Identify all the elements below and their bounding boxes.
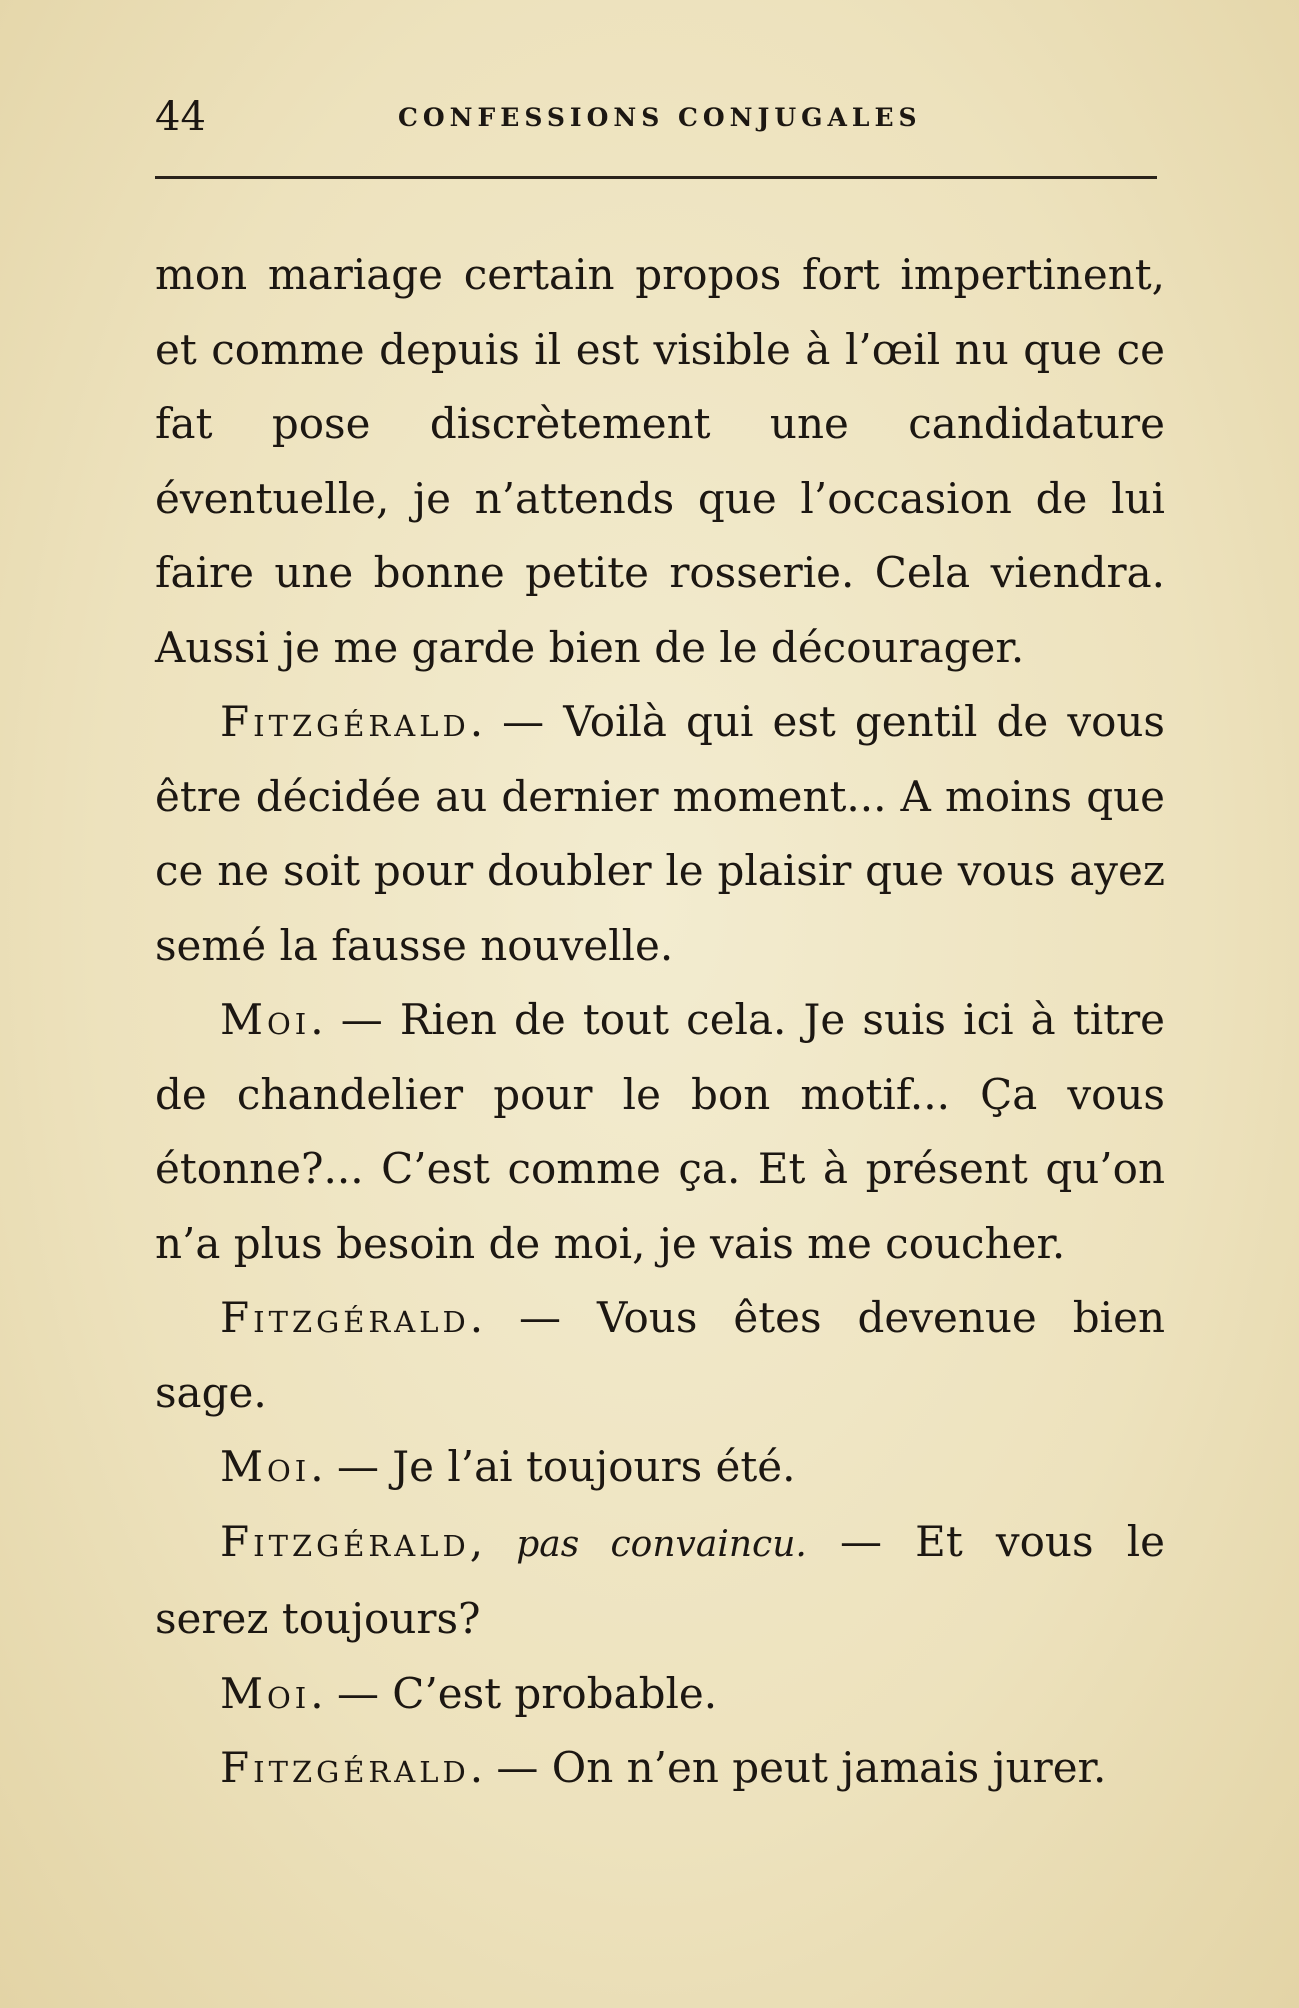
stage-direction: pas convaincu. — [516, 1523, 807, 1565]
dialogue-line — [155, 983, 1165, 1281]
speaker-name: Fitzgérald — [220, 697, 470, 746]
dialogue-text: . — Rien de tout cela. Je suis ici à titre de chandelier pour le bon motif... Ça vous étonne?... C’est comme ça. Et à présent qu’on n’a plus besoin de moi, je vais me coucher. — [155, 995, 1165, 1268]
running-title: CONFESSIONS CONJUGALES — [398, 103, 922, 132]
dialogue-text: — Et vous le serez toujours? — [155, 1516, 1165, 1643]
paragraph-text: mon mariage certain propos fort impertinent, et comme depuis il est visible à l’œil nu que ce fat pose discrètement une candidature éventuelle, je n’attends que l’occasion de lui faire une bonne petite rosserie. Cela viendra. Aussi je me garde bien de le décourager. — [155, 250, 1165, 672]
dialogue-text: . — C’est probable. — [310, 1668, 718, 1718]
speaker-name: Moi — [220, 1668, 311, 1718]
page-body — [155, 238, 1165, 1806]
dialogue-text: . — Je l’ai toujours été. — [310, 1442, 796, 1491]
speaker-name: Moi — [220, 1442, 311, 1491]
page-number: 44 — [155, 94, 206, 140]
speaker-name: Fitzgérald — [220, 1743, 470, 1792]
dialogue-line — [155, 1657, 1165, 1732]
dialogue-line: Fitzgérald, pas convaincu. — Et vous le serez toujours? — [155, 1516, 1165, 1643]
speaker-name: Fitzgérald — [220, 1516, 470, 1566]
dialogue-text: . — Vous êtes devenue bien sage. — [155, 1293, 1165, 1417]
dialogue-text: . — Voilà qui est gentil de vous être décidée au dernier moment... A moins que ce ne soit pour doubler le plaisir que vous ayez semé la fausse nouvelle. — [155, 697, 1165, 970]
dialogue-text: . — On n’en peut jamais jurer. — [469, 1743, 1107, 1792]
page-header — [155, 92, 1155, 142]
header-rule — [155, 176, 1157, 179]
dialogue-line — [155, 1731, 1165, 1806]
paragraph-continuation — [155, 238, 1165, 685]
speaker-name: Moi — [220, 995, 311, 1044]
speaker-name: Fitzgérald — [220, 1293, 470, 1342]
dialogue-line — [155, 1281, 1165, 1430]
dialogue-line — [155, 685, 1165, 983]
dialogue-line — [155, 1430, 1165, 1505]
